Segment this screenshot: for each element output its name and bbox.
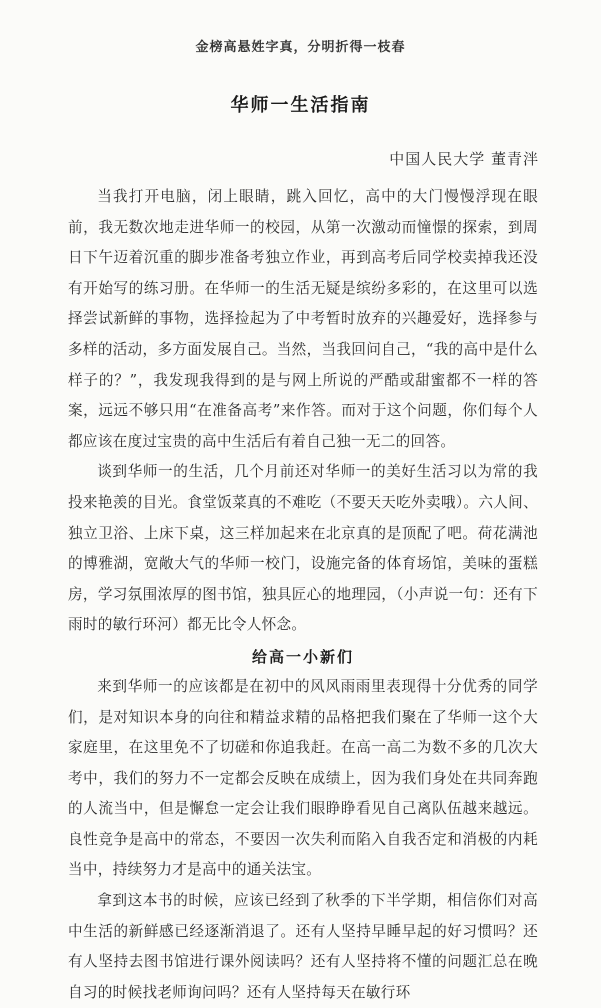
article-title: 华师一生活指南: [230, 95, 371, 116]
running-header: 金榜高悬姓字真，分明折得一枝春: [195, 40, 406, 55]
author-byline: 中国人民大学 董青泮: [389, 150, 539, 168]
paragraph: 谈到华师一的生活，几个月前还对华师一的美好生活习以为常的我投来艳羡的目光。食堂饭菜真的不难吃（不要天天吃外卖哦）。六人间、独立卫浴、上床下桌，这三样加起来在北京真的是顶配了吧。荷花满池的博雅湖，宽敞大气的华师一校门，设施完备的体育场馆，美味的蛋糕房，学习氛围浓厚的图书馆，独具匠心的地理园，（小声说一句：还有下雨时的敏行环河）都无比令人怀念。: [68, 463, 538, 634]
paragraph: 拿到这本书的时候，应该已经到了秋季的下半学期，相信你们对高中生活的新鲜感已经逐渐消退了。还有人坚持早睡早起的好习惯吗？还有人坚持去图书馆进行课外阅读吗？还有人坚持将不懂的问题汇总在晚自习的时候找老师询问吗？还有人坚持每天在敏行环: [68, 892, 538, 1001]
paragraph: 当我打开电脑，闭上眼睛，跳入回忆，高中的大门慢慢浮现在眼前，我无数次地走进华师一的校园，从第一次激动而憧憬的探索，到周日下午迈着沉重的脚步准备考独立作业，再到高考后同学校卖掉我还没有开始写的练习册。在华师一的生活无疑是缤纷多彩的，在这里可以选择尝试新鲜的事物，选择捡起为了中考暂时放弃的兴趣爱好，选择参与多样的活动，多方面发展自己。当然，当我回问自己，“我的高中是什么样子的？”，我发现我得到的是与网上所说的严酷或甜蜜都不一样的答案，远远不够只用“在准备高考”来作答。而对于这个问题，你们每个人都应该在度过宝贵的高中生活后有着自己独一无二的回答。: [68, 188, 538, 450]
section-heading: 给高一小新们: [251, 647, 354, 666]
paragraph: 来到华师一的应该都是在初中的风风雨雨里表现得十分优秀的同学们，是对知识本身的向往和精益求精的品格把我们聚在了华师一这个大家庭里，在这里免不了切磋和你追我赶。在高一高二为数不多的几次大考中，我们的努力不一定都会反映在成绩上，因为我们身处在共同奔跑的人流当中，但是懈怠一定会让我们眼睁睁看见自己离队伍越来越远。良性竞争是高中的常态，不要因一次失利而陷入自我否定和消极的内耗当中，持续努力才是高中的通关法宝。: [68, 677, 538, 879]
article-body: [68, 182, 538, 1008]
